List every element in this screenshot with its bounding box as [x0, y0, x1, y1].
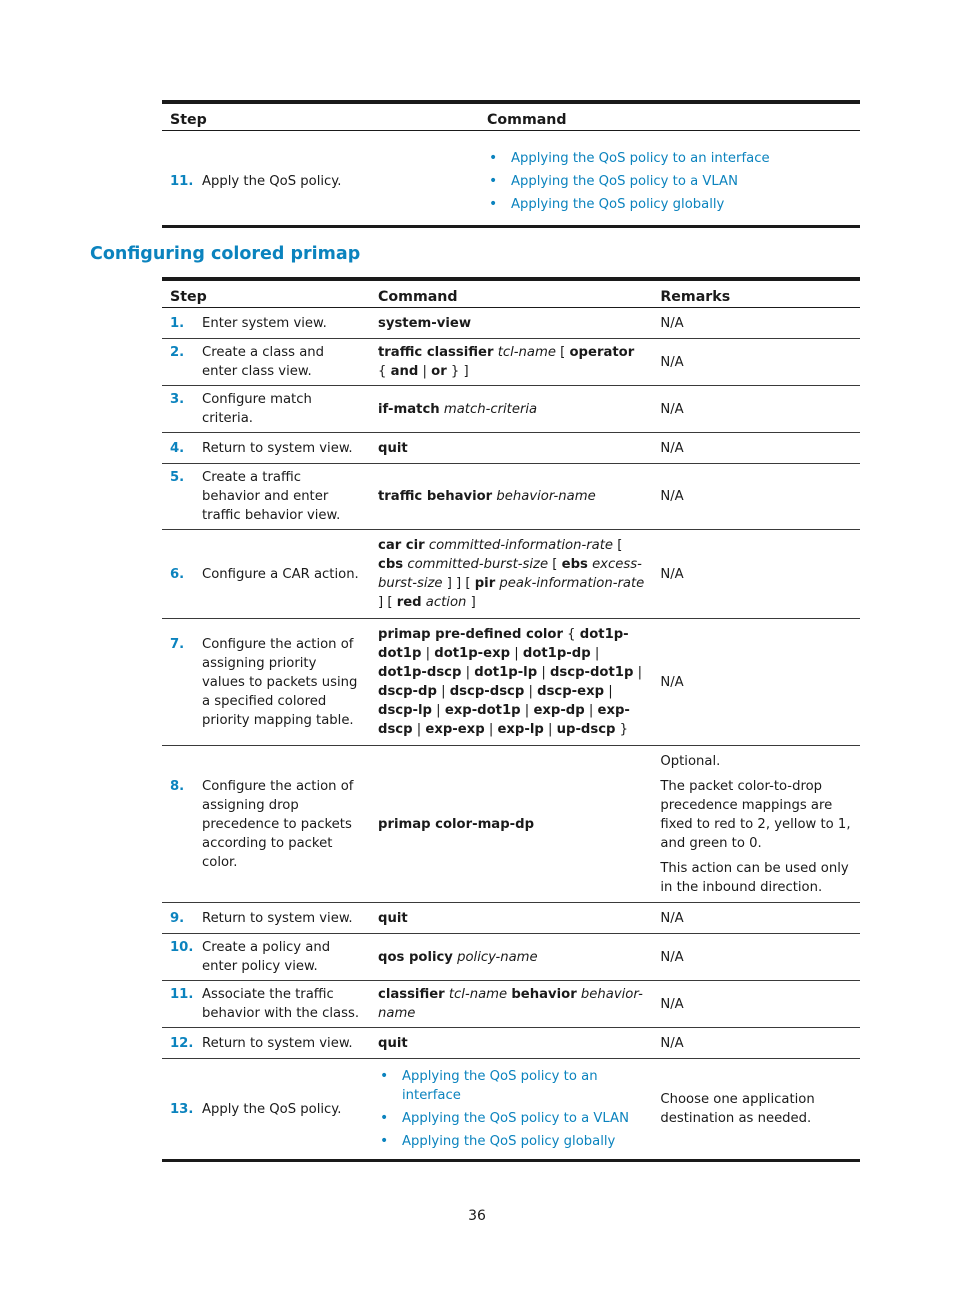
- command-keyword: primap pre-defined color: [378, 627, 563, 642]
- step-cell: [162, 433, 370, 464]
- command-argument: behavior-name: [496, 489, 596, 504]
- table-body: [162, 308, 860, 1161]
- step-number: 2.: [170, 345, 185, 360]
- step-text: Apply the QoS policy.: [202, 173, 342, 189]
- list-item: [378, 1132, 644, 1151]
- command-punct: [: [555, 345, 570, 360]
- command-cell: [370, 981, 652, 1028]
- command-punct: |: [584, 703, 598, 718]
- command-syntax: [378, 948, 644, 967]
- command-keyword: classifier: [378, 987, 445, 1002]
- command-keyword: exp-exp: [425, 722, 485, 737]
- command-argument: excess-burst-size: [378, 557, 642, 591]
- table-row: [162, 339, 860, 386]
- remarks-cell: [652, 903, 860, 934]
- command-punct: ]: [466, 595, 476, 610]
- command-keyword: qos policy: [378, 949, 453, 965]
- list-item: [378, 1067, 644, 1105]
- step-text: Apply the QoS policy.: [202, 1101, 342, 1117]
- remarks-text: N/A: [660, 489, 684, 504]
- page-number: 36: [468, 1208, 486, 1224]
- step-text: Associate the traffic behavior with the class.: [202, 987, 360, 1021]
- command-argument: tcl-name: [448, 987, 508, 1002]
- command-argument: action: [425, 595, 467, 610]
- step-number: 8.: [170, 778, 185, 794]
- step-text: Configure the action of assigning drop precedence to packets according to packet color.: [202, 778, 354, 870]
- remarks-text: N/A: [660, 674, 684, 690]
- header-command: Command: [479, 102, 860, 131]
- command-punct: |: [633, 665, 643, 680]
- command-argument: tcl-name: [497, 345, 556, 360]
- table-row: [162, 981, 860, 1028]
- command-keyword: and: [390, 364, 419, 379]
- command-keyword: quit: [378, 910, 408, 926]
- command-keyword: dscp-dot1p: [549, 665, 634, 680]
- colored-primap-table: [162, 277, 860, 1162]
- command-syntax: [378, 343, 644, 381]
- step-number: 4.: [170, 440, 185, 456]
- list-item: [378, 1109, 644, 1128]
- command-keyword: dot1p-dscp: [378, 665, 462, 680]
- step-number: 13.: [170, 1101, 194, 1117]
- command-syntax: [378, 314, 644, 333]
- table-row: [162, 746, 860, 903]
- command-argument: committed-information-rate: [428, 538, 614, 553]
- step-text: Return to system view.: [202, 440, 353, 456]
- remarks-text: N/A: [660, 910, 684, 926]
- command-keyword: exp-lp: [497, 722, 544, 737]
- command-cell: [370, 1028, 652, 1059]
- step-cell: [162, 746, 370, 903]
- command-keyword: cbs: [378, 557, 404, 572]
- command-punct: |: [484, 722, 498, 737]
- remarks-cell: [652, 530, 860, 619]
- policy-link[interactable]: Applying the QoS policy globally: [402, 1134, 616, 1149]
- command-cell: [370, 903, 652, 934]
- command-keyword: traffic classifier: [378, 345, 494, 360]
- remarks-paragraph: The packet color-to-drop precedence mappings are fixed to red to 2, yellow to 1, and green to 0.: [660, 778, 851, 851]
- remarks-text: N/A: [660, 354, 684, 370]
- command-punct: |: [524, 684, 538, 699]
- step-number: 11.: [170, 173, 194, 189]
- table-row: [162, 1028, 860, 1059]
- command-keyword: traffic behavior: [378, 489, 493, 504]
- command-punct: |: [537, 665, 550, 680]
- step-number: 9.: [170, 910, 185, 926]
- command-punct: |: [590, 646, 600, 661]
- command-keyword: red: [396, 595, 422, 610]
- command-keyword: exp-dp: [533, 703, 585, 718]
- command-keyword: car cir: [378, 538, 425, 553]
- link-apply-vlan[interactable]: Applying the QoS policy to a VLAN: [511, 173, 738, 189]
- command-cell: [370, 746, 652, 903]
- command-punct: {: [378, 364, 391, 379]
- remarks-text: Choose one application destination as needed.: [660, 1092, 815, 1126]
- table-row: [162, 433, 860, 464]
- remarks-cell: [652, 433, 860, 464]
- command-cell: [370, 339, 652, 386]
- policy-link[interactable]: Applying the QoS policy to a VLAN: [402, 1111, 629, 1126]
- step-text: Create a traffic behavior and enter traffic behavior view.: [202, 470, 341, 523]
- command-syntax: [378, 439, 644, 458]
- list-item: [487, 149, 852, 168]
- command-keyword: exp-dscp: [378, 703, 630, 737]
- command-punct: |: [520, 703, 534, 718]
- step-cell: [162, 1028, 370, 1059]
- remarks-paragraph: This action can be used only in the inbound direction.: [660, 860, 849, 895]
- step-number: 10.: [170, 940, 194, 955]
- command-keyword: dot1p-exp: [434, 646, 511, 661]
- remarks-text: N/A: [660, 315, 684, 331]
- step-cell: [162, 386, 370, 433]
- command-punct: } ]: [446, 364, 469, 379]
- step-text: Return to system view.: [202, 910, 353, 926]
- step-cell: [162, 934, 370, 981]
- step-cell: [162, 308, 370, 339]
- command-keyword: dscp-dp: [378, 684, 437, 699]
- command-cell: [370, 386, 652, 433]
- remarks-cell: [652, 619, 860, 746]
- step-text: Enter system view.: [202, 315, 327, 331]
- command-keyword: if-match: [378, 401, 440, 417]
- command-keyword: ebs: [561, 557, 588, 572]
- step-text: Configure match criteria.: [202, 392, 312, 426]
- command-syntax: [378, 487, 644, 506]
- step-cell: [162, 619, 370, 746]
- remarks-text: N/A: [660, 949, 684, 965]
- policy-link[interactable]: Applying the QoS policy to an interface: [402, 1069, 598, 1103]
- command-argument: match-criteria: [443, 401, 538, 417]
- header-remarks: Remarks: [652, 279, 860, 308]
- table-row: [162, 464, 860, 530]
- command-keyword: pir: [474, 576, 496, 591]
- step-text: Create a policy and enter policy view.: [202, 940, 331, 974]
- step-number: 7.: [170, 636, 185, 652]
- table-row: [162, 934, 860, 981]
- remarks-paragraph: Optional.: [660, 753, 721, 769]
- command-punct: [: [613, 538, 623, 553]
- command-punct: [: [548, 557, 562, 572]
- command-syntax: [378, 400, 644, 419]
- link-list: [378, 1067, 644, 1151]
- remarks-cell: [652, 746, 860, 903]
- command-keyword: dscp-lp: [378, 703, 432, 718]
- step-number: 6.: [170, 566, 185, 582]
- command-cell: [370, 619, 652, 746]
- table-row: [162, 1059, 860, 1161]
- command-punct: |: [412, 722, 426, 737]
- table-header-row: [162, 102, 860, 131]
- command-argument: policy-name: [457, 949, 538, 965]
- command-punct: |: [418, 364, 432, 379]
- table-header-row: [162, 279, 860, 308]
- command-argument: behavior-name: [378, 987, 643, 1021]
- command-punct: ] [: [378, 595, 397, 610]
- command-argument: peak-information-rate: [499, 576, 645, 591]
- step-number: 3.: [170, 392, 185, 407]
- table-row: [162, 386, 860, 433]
- remarks-text: N/A: [660, 1035, 684, 1051]
- command-syntax: [378, 536, 644, 612]
- step-cell: [162, 464, 370, 530]
- step-number: 12.: [170, 1035, 194, 1051]
- command-keyword: operator: [569, 345, 635, 360]
- step-text: Create a class and enter class view.: [202, 345, 325, 379]
- command-punct: }: [615, 722, 629, 737]
- link-list: [487, 149, 852, 214]
- command-cell: [370, 1059, 652, 1161]
- section-title: Configuring colored primap: [90, 244, 361, 264]
- command-keyword: dot1p-dot1p: [378, 627, 629, 661]
- remarks-text: N/A: [660, 996, 684, 1012]
- step-cell: [162, 530, 370, 619]
- command-syntax: [378, 1034, 644, 1053]
- header-step: Step: [162, 102, 479, 131]
- step-cell: [162, 981, 370, 1028]
- remarks-cell: [652, 308, 860, 339]
- step-text: Return to system view.: [202, 1035, 353, 1051]
- list-item: [487, 195, 852, 214]
- command-punct: |: [604, 684, 613, 699]
- step-cell: [162, 339, 370, 386]
- remarks-text: N/A: [660, 440, 684, 456]
- command-keyword: dscp-exp: [537, 684, 605, 699]
- command-punct: |: [431, 703, 445, 718]
- command-keyword: dot1p-dp: [522, 646, 591, 661]
- command-cell: [370, 308, 652, 339]
- link-apply-interface[interactable]: Applying the QoS policy to an interface: [511, 150, 770, 166]
- header-command: Command: [370, 279, 652, 308]
- command-syntax: [378, 985, 644, 1023]
- remarks-cell: [652, 339, 860, 386]
- command-cell: [370, 464, 652, 530]
- command-keyword: dscp-dscp: [449, 684, 525, 699]
- remarks-cell: [652, 981, 860, 1028]
- list-item: [487, 172, 852, 191]
- remarks-cell: [652, 1028, 860, 1059]
- command-keyword: exp-dot1p: [444, 703, 521, 718]
- table-row: [162, 530, 860, 619]
- command-cell: [370, 934, 652, 981]
- step-text: Configure a CAR action.: [202, 566, 359, 582]
- command-punct: |: [543, 722, 557, 737]
- header-step: Step: [162, 279, 370, 308]
- step-text: Configure the action of assigning priority values to packets using a specified colored priority mapping table.: [202, 636, 358, 728]
- step-number: 1.: [170, 315, 185, 331]
- command-punct: {: [562, 627, 580, 642]
- step-number: 5.: [170, 470, 185, 485]
- command-keyword: behavior: [511, 987, 577, 1002]
- table-row: [162, 619, 860, 746]
- step-number: 11.: [170, 987, 194, 1002]
- table-row: [162, 903, 860, 934]
- command-keyword: primap color-map-dp: [378, 816, 535, 832]
- command-syntax: [378, 815, 644, 834]
- command-punct: |: [421, 646, 435, 661]
- command-syntax: [378, 625, 644, 739]
- qos-apply-table: [162, 100, 860, 228]
- command-keyword: or: [431, 364, 447, 379]
- command-punct: |: [510, 646, 523, 661]
- remarks-cell: [652, 464, 860, 530]
- command-punct: ] ] [: [442, 576, 475, 591]
- command-punct: |: [461, 665, 475, 680]
- link-apply-global[interactable]: Applying the QoS policy globally: [511, 196, 725, 212]
- remarks-cell: [652, 386, 860, 433]
- step-cell: [162, 1059, 370, 1161]
- command-punct: |: [436, 684, 450, 699]
- command-syntax: [378, 909, 644, 928]
- remarks-text: N/A: [660, 566, 684, 582]
- command-keyword: dot1p-lp: [474, 665, 538, 680]
- step-cell: [162, 131, 479, 227]
- command-cell: [479, 131, 860, 227]
- command-keyword: system-view: [378, 315, 472, 331]
- command-cell: [370, 433, 652, 464]
- remarks-cell: [652, 934, 860, 981]
- step-cell: [162, 903, 370, 934]
- command-keyword: quit: [378, 440, 408, 456]
- remarks-cell: [652, 1059, 860, 1161]
- command-argument: committed-burst-size: [407, 557, 549, 572]
- command-keyword: quit: [378, 1035, 408, 1051]
- command-keyword: up-dscp: [556, 722, 616, 737]
- table-row: [162, 131, 860, 227]
- remarks-text: N/A: [660, 401, 684, 417]
- command-cell: [370, 530, 652, 619]
- table-row: [162, 308, 860, 339]
